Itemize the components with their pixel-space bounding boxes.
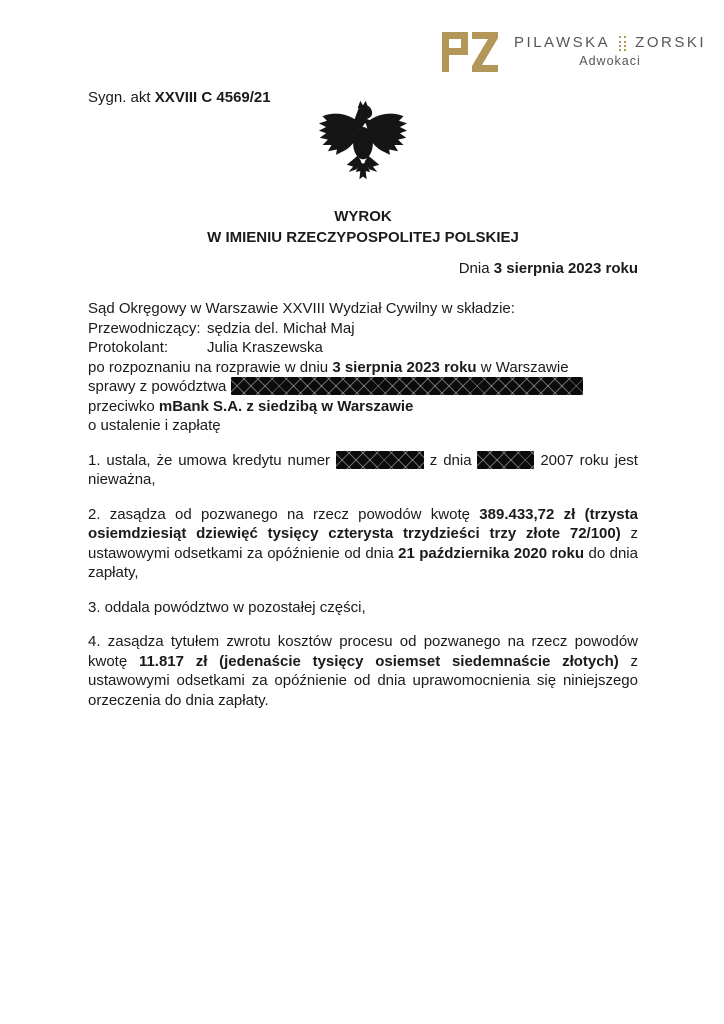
text-run: 1. ustala, że umowa kredytu numer [88,451,336,469]
emblem-container [88,98,638,192]
text-run: w Warszawie [476,358,569,376]
judgment-title-line1: WYROK [334,207,392,225]
composition-line [88,358,638,378]
composition-line [88,397,638,417]
text-run: po rozpoznaniu na rozprawie w dniu [88,358,333,376]
text-run: 2007 roku jest nieważna, [88,451,638,488]
rulings-block [88,451,638,711]
firm-subtitle: Adwokaci [579,54,641,68]
text-run: z ustawowymi odsetkami za opóźnienie od dnia [88,525,638,562]
case-signature-value: XXVIII C 4569/21 [154,89,271,106]
composition-line [88,416,638,436]
text-run: przeciwko [88,397,159,415]
text-run: 4. zasądza tytułem zwrotu kosztów procesu od pozwanego na rzecz powodów kwotę [88,633,638,670]
law-firm-logo [438,28,706,76]
text-run: Protokolant: [88,339,169,356]
text-run: 389.433,72 zł (trzysta osiemdziesiąt dziewięć tysięcy czterysta trzydzieści trzy złote 72/100) [88,505,638,542]
text-run: 3. oddala powództwo w pozostałej części, [88,598,366,616]
law-firm-name [514,28,706,69]
composition-line [88,338,638,358]
judgment-date-value: 3 sierpnia 2023 roku [493,259,638,277]
redaction-bar [477,451,534,469]
ruling-paragraph [88,505,638,583]
composition-line [88,299,638,319]
redaction-bar [336,451,424,469]
redaction-bar [231,377,583,395]
judgment-date [88,259,638,279]
text-run: z dnia [423,451,478,469]
judgment-title-line2: W IMIENIU RZECZYPOSPOLITEJ POLSKIEJ [207,228,519,246]
text-run: 2. zasądza od pozwanego na rzecz powodów kwotę [88,505,480,523]
text-run: 11.817 zł (jedenaście tysięcy osiemset siedemnaście złotych) [138,652,619,670]
composition-block [88,299,638,436]
ruling-paragraph [88,451,638,490]
text-run: z ustawowymi odsetkami za opóźnienie od dnia uprawomocnienia się niniejszego orzeczenia do dnia zapłaty. [88,652,639,709]
ruling-paragraph [88,598,638,618]
firm-name-right: ZORSKI [635,34,706,51]
judgment-title [88,206,638,248]
text-run: sprawy z powództwa [88,378,231,395]
firm-name-left: PILAWSKA [514,34,611,51]
text-run: 21 października 2020 roku [398,544,585,562]
ruling-paragraph [88,632,638,710]
case-signature-label: Sygn. akt [88,89,155,106]
text-run: mBank S.A. z siedzibą w Warszawie [158,397,414,415]
text-run: Julia Kraszewska [207,339,323,356]
logo-divider-icon [619,36,626,51]
text-run: 3 sierpnia 2023 roku [332,358,477,376]
judgment-date-label: Dnia [458,259,494,277]
polish-eagle-icon [318,98,408,192]
text-run: o ustalenie i zapłatę [88,417,221,434]
composition-line [88,377,638,397]
pz-monogram-icon [438,28,502,76]
text-run: sędzia del. Michał Maj [207,319,355,337]
text-run: do dnia zapłaty, [88,544,638,581]
text-run: Przewodniczący: [88,319,201,337]
text-run: Sąd Okręgowy w Warszawie XXVIII Wydział Cywilny w składzie: [88,300,515,317]
composition-line [88,319,638,339]
